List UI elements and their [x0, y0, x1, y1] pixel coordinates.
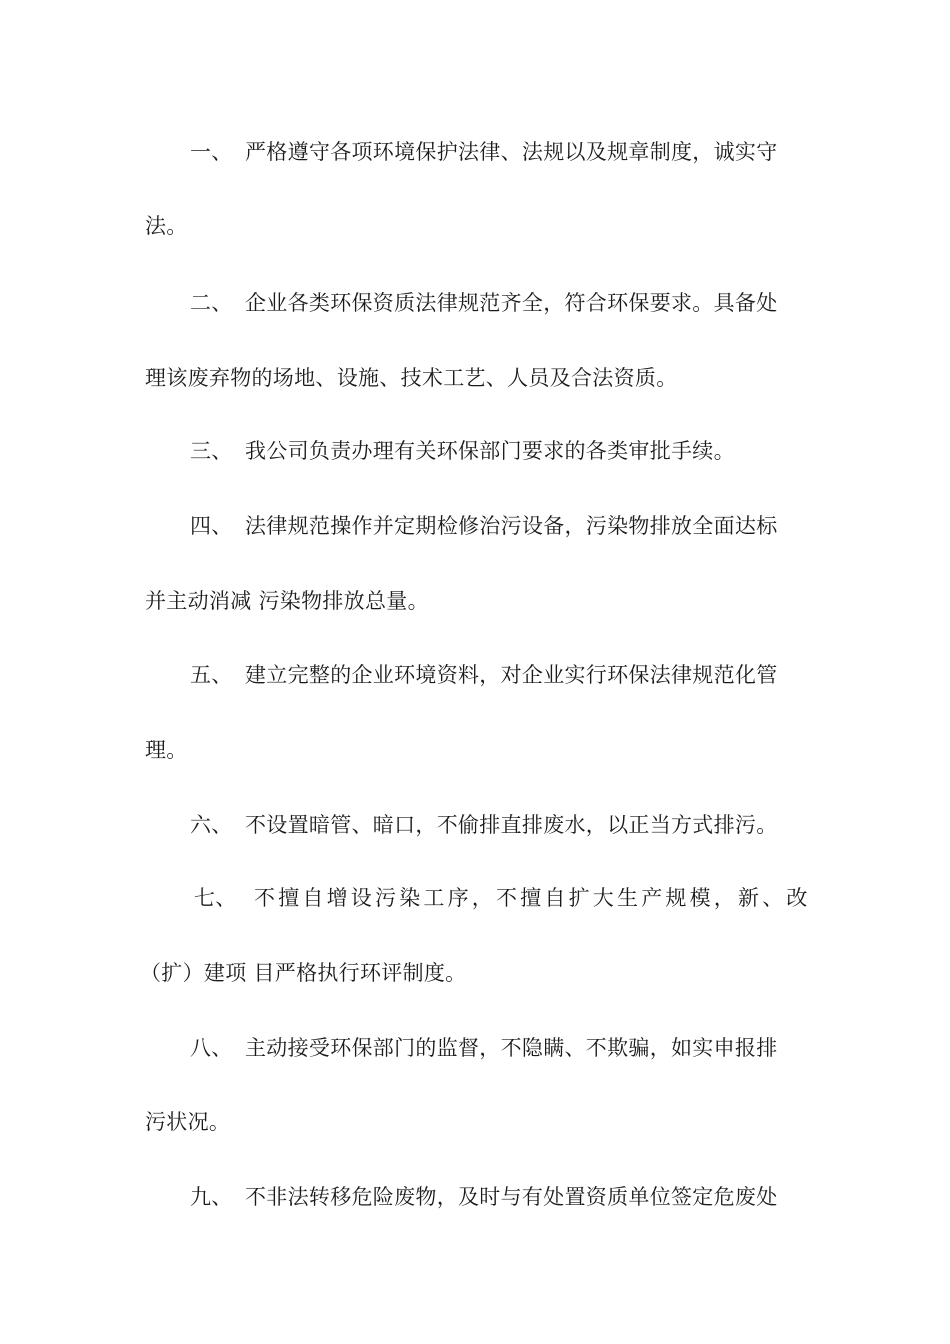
item-8-continuation: 污状况。 — [145, 1110, 231, 1134]
item-9-text: 不非法转移危险废物，及时与有处置资质单位签定危废处 — [245, 1185, 778, 1209]
item-1-first-line — [190, 140, 778, 164]
item-3-text: 我公司负责办理有关环保部门要求的各类审批手续。 — [245, 439, 735, 463]
item-5-first-line — [190, 663, 778, 687]
item-3-first-line — [190, 439, 735, 463]
item-2-continuation: 理该废弃物的场地、设施、技术工艺、人员及合法资质。 — [145, 366, 678, 390]
item-7-number: 七、 — [194, 886, 237, 910]
item-4-text: 法律规范操作并定期检修治污设备，污染物排放全面达标 — [245, 514, 778, 538]
item-2-number: 二、 — [190, 291, 233, 315]
item-5-text: 建立完整的企业环境资料，对企业实行环保法律规范化管 — [245, 663, 778, 687]
item-2-first-line — [190, 291, 778, 315]
item-9-first-line — [190, 1185, 778, 1209]
item-7-continuation: （扩）建项 目严格执行环评制度。 — [140, 961, 467, 985]
item-8-text: 主动接受环保部门的监督，不隐瞒、不欺骗，如实申报排 — [245, 1036, 778, 1060]
item-8-first-line — [190, 1036, 778, 1060]
item-4-first-line — [190, 514, 778, 538]
item-8-number: 八、 — [190, 1036, 233, 1060]
item-6-text: 不设置暗管、暗口，不偷排直排废水，以正当方式排污。 — [245, 813, 778, 837]
item-5-continuation: 理。 — [145, 738, 188, 762]
item-6-number: 六、 — [190, 813, 233, 837]
item-1-number: 一、 — [190, 140, 233, 164]
item-7-first-line — [194, 886, 811, 910]
item-4-continuation: 并主动消减 污染物排放总量。 — [145, 589, 429, 613]
item-1-continuation: 法。 — [145, 214, 188, 238]
item-7-text: 不擅自增设污染工序，不擅自扩大生产规模，新、改 — [254, 886, 811, 910]
item-6-first-line — [190, 813, 778, 837]
item-9-number: 九、 — [190, 1185, 233, 1209]
item-1-text: 严格遵守各项环境保护法律、法规以及规章制度，诚实守 — [245, 140, 778, 164]
item-2-text: 企业各类环保资质法律规范齐全，符合环保要求。具备处 — [245, 291, 778, 315]
item-4-number: 四、 — [190, 514, 233, 538]
item-3-number: 三、 — [190, 439, 233, 463]
item-5-number: 五、 — [190, 663, 233, 687]
